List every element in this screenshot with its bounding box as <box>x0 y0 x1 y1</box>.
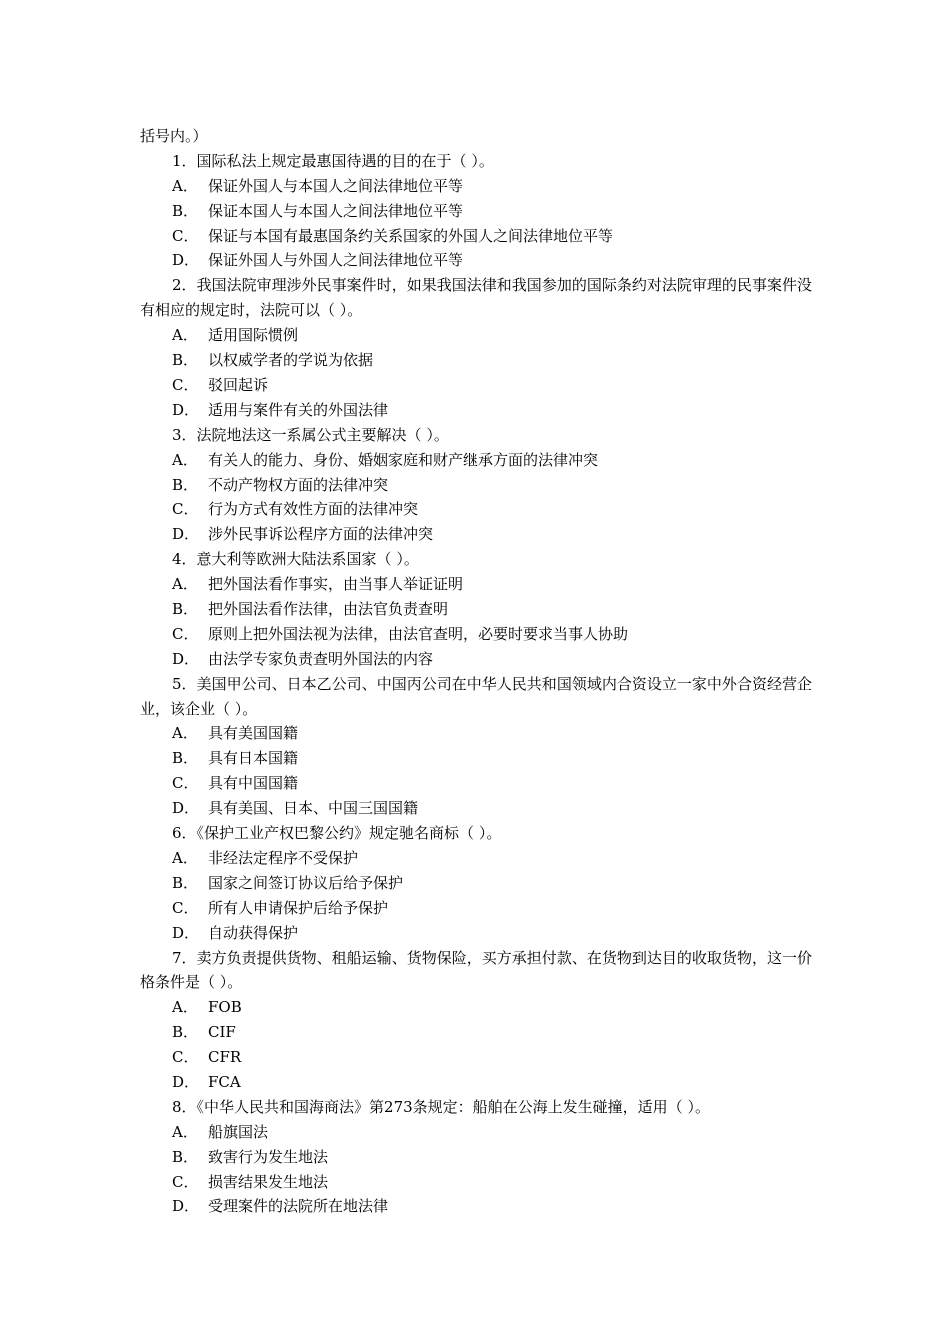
question-stem: 8．《中华人民共和国海商法》第273条规定：船舶在公海上发生碰撞，适用（ ）。 <box>172 1097 710 1116</box>
question-item <box>140 273 812 422</box>
option-letter: B． <box>172 873 199 892</box>
option-text: 具有日本国籍 <box>208 749 299 768</box>
option-text: 具有美国、日本、中国三国国籍 <box>208 799 419 818</box>
option-text: 以权威学者的学说为依据 <box>208 351 374 370</box>
option-letter: B． <box>172 749 199 768</box>
question-item <box>140 946 812 1095</box>
answer-option <box>140 1145 812 1170</box>
option-letter: B． <box>172 475 199 494</box>
option-letter: C． <box>172 624 199 643</box>
option-letter: B． <box>172 351 199 370</box>
option-text: 自动获得保护 <box>208 923 299 942</box>
question-stem: 1．国际私法上规定最惠国待遇的目的在于（ ）。 <box>172 151 494 170</box>
option-text: 损害结果发生地法 <box>208 1172 329 1191</box>
option-letter: D． <box>172 649 200 668</box>
option-text: 船旗国法 <box>208 1122 269 1141</box>
answer-option <box>140 796 812 821</box>
option-text: 驳回起诉 <box>208 375 269 394</box>
answer-option <box>140 448 812 473</box>
answer-option <box>140 1120 812 1145</box>
answer-option <box>140 1045 812 1070</box>
answer-option <box>140 174 812 199</box>
option-letter: C． <box>172 1048 199 1067</box>
answer-option <box>140 1194 812 1219</box>
option-text: 保证外国人与外国人之间法律地位平等 <box>208 251 464 270</box>
option-letter: A． <box>172 326 198 345</box>
answer-option <box>140 473 812 498</box>
option-text: 有关人的能力、身份、婚姻家庭和财产继承方面的法律冲突 <box>208 450 599 469</box>
answer-option <box>140 871 812 896</box>
option-text: 不动产物权方面的法律冲突 <box>208 475 389 494</box>
option-text: 适用与案件有关的外国法律 <box>208 400 389 419</box>
option-letter: D． <box>172 923 200 942</box>
answer-option <box>140 199 812 224</box>
option-letter: D． <box>172 400 200 419</box>
option-text: 非经法定程序不受保护 <box>208 848 359 867</box>
answer-option <box>140 1170 812 1195</box>
answer-option <box>140 248 812 273</box>
option-letter: D． <box>172 251 200 270</box>
answer-option <box>140 572 812 597</box>
option-letter: A． <box>172 724 198 743</box>
answer-option <box>140 373 812 398</box>
answer-option <box>140 224 812 249</box>
option-letter: A． <box>172 998 198 1017</box>
answer-option <box>140 721 812 746</box>
option-text: CIF <box>208 1023 236 1042</box>
option-text: 行为方式有效性方面的法律冲突 <box>208 500 419 519</box>
question-item <box>140 547 812 671</box>
question-stem: 7．卖方负责提供货物、租船运输、货物保险，买方承担付款、在货物到达目的收取货物，这一价格条件是（ ）。 <box>140 948 812 992</box>
question-item <box>140 672 812 821</box>
option-text: 由法学专家负责查明外国法的内容 <box>208 649 434 668</box>
answer-option <box>140 323 812 348</box>
answer-option <box>140 597 812 622</box>
question-item <box>140 821 812 945</box>
option-letter: C． <box>172 226 199 245</box>
option-text: 涉外民事诉讼程序方面的法律冲突 <box>208 525 434 544</box>
answer-option <box>140 398 812 423</box>
option-letter: A． <box>172 176 198 195</box>
question-stem: 5．美国甲公司、日本乙公司、中国丙公司在中华人民共和国领域内合资设立一家中外合资经营企业，该企业（ ）。 <box>140 674 812 718</box>
option-text: 把外国法看作法律，由法官负责查明 <box>208 600 449 618</box>
option-letter: C． <box>172 898 199 917</box>
option-letter: B． <box>172 201 199 220</box>
option-letter: C． <box>172 500 199 519</box>
option-text: 受理案件的法院所在地法律 <box>208 1197 389 1216</box>
question-item <box>140 1095 812 1219</box>
answer-option <box>140 921 812 946</box>
option-text: 原则上把外国法视为法律，由法官查明，必要时要求当事人协助 <box>208 624 629 643</box>
question-stem: 4．意大利等欧洲大陆法系国家（ ）。 <box>172 550 419 569</box>
option-letter: B． <box>172 1023 199 1042</box>
option-text: FOB <box>208 998 242 1017</box>
answer-option <box>140 647 812 672</box>
document-body <box>140 124 812 1219</box>
option-text: 适用国际惯例 <box>208 326 299 345</box>
answer-option <box>140 522 812 547</box>
option-letter: D． <box>172 1073 200 1091</box>
option-letter: D． <box>172 1197 200 1216</box>
option-text: CFR <box>208 1048 242 1067</box>
question-stem: 2．我国法院审理涉外民事案件时，如果我国法律和我国参加的国际条约对法院审理的民事案件没有相应的规定时，法院可以（ ）。 <box>140 276 812 320</box>
option-text: 所有人申请保护后给予保护 <box>208 898 389 917</box>
option-letter: A． <box>172 575 198 594</box>
answer-option <box>140 746 812 771</box>
question-list <box>140 149 812 1219</box>
option-letter: C． <box>172 375 199 394</box>
answer-option <box>140 896 812 921</box>
option-text: 具有中国国籍 <box>208 774 299 793</box>
option-text: 把外国法看作事实，由当事人举证证明 <box>208 575 464 594</box>
answer-option <box>140 995 812 1020</box>
question-stem: 3．法院地法这一系属公式主要解决（ ）。 <box>172 425 449 444</box>
question-item <box>140 423 812 547</box>
answer-option <box>140 846 812 871</box>
option-letter: C． <box>172 1172 199 1191</box>
option-letter: B． <box>172 1147 199 1166</box>
option-text: 具有美国国籍 <box>208 724 299 743</box>
option-text: 国家之间签订协议后给予保护 <box>208 873 404 892</box>
option-letter: B． <box>172 600 199 618</box>
option-text: 保证本国人与本国人之间法律地位平等 <box>208 201 464 220</box>
option-text: 保证外国人与本国人之间法律地位平等 <box>208 176 464 195</box>
option-letter: D． <box>172 799 200 818</box>
question-item <box>140 149 812 273</box>
option-letter: D． <box>172 525 200 544</box>
option-letter: A． <box>172 450 198 469</box>
answer-option <box>140 622 812 647</box>
answer-option <box>140 1020 812 1045</box>
option-letter: A． <box>172 1122 198 1141</box>
answer-option <box>140 771 812 796</box>
answer-option <box>140 497 812 522</box>
answer-option <box>140 348 812 373</box>
answer-option <box>140 1070 812 1095</box>
question-stem: 6．《保护工业产权巴黎公约》规定驰名商标（ ）。 <box>172 824 502 843</box>
option-letter: A． <box>172 848 198 867</box>
option-text: 保证与本国有最惠国条约关系国家的外国人之间法律地位平等 <box>208 226 614 245</box>
option-text: 致害行为发生地法 <box>208 1147 329 1166</box>
option-letter: C． <box>172 774 199 793</box>
intro-tail-text: 括号内。） <box>140 127 208 145</box>
option-text: FCA <box>208 1073 241 1091</box>
